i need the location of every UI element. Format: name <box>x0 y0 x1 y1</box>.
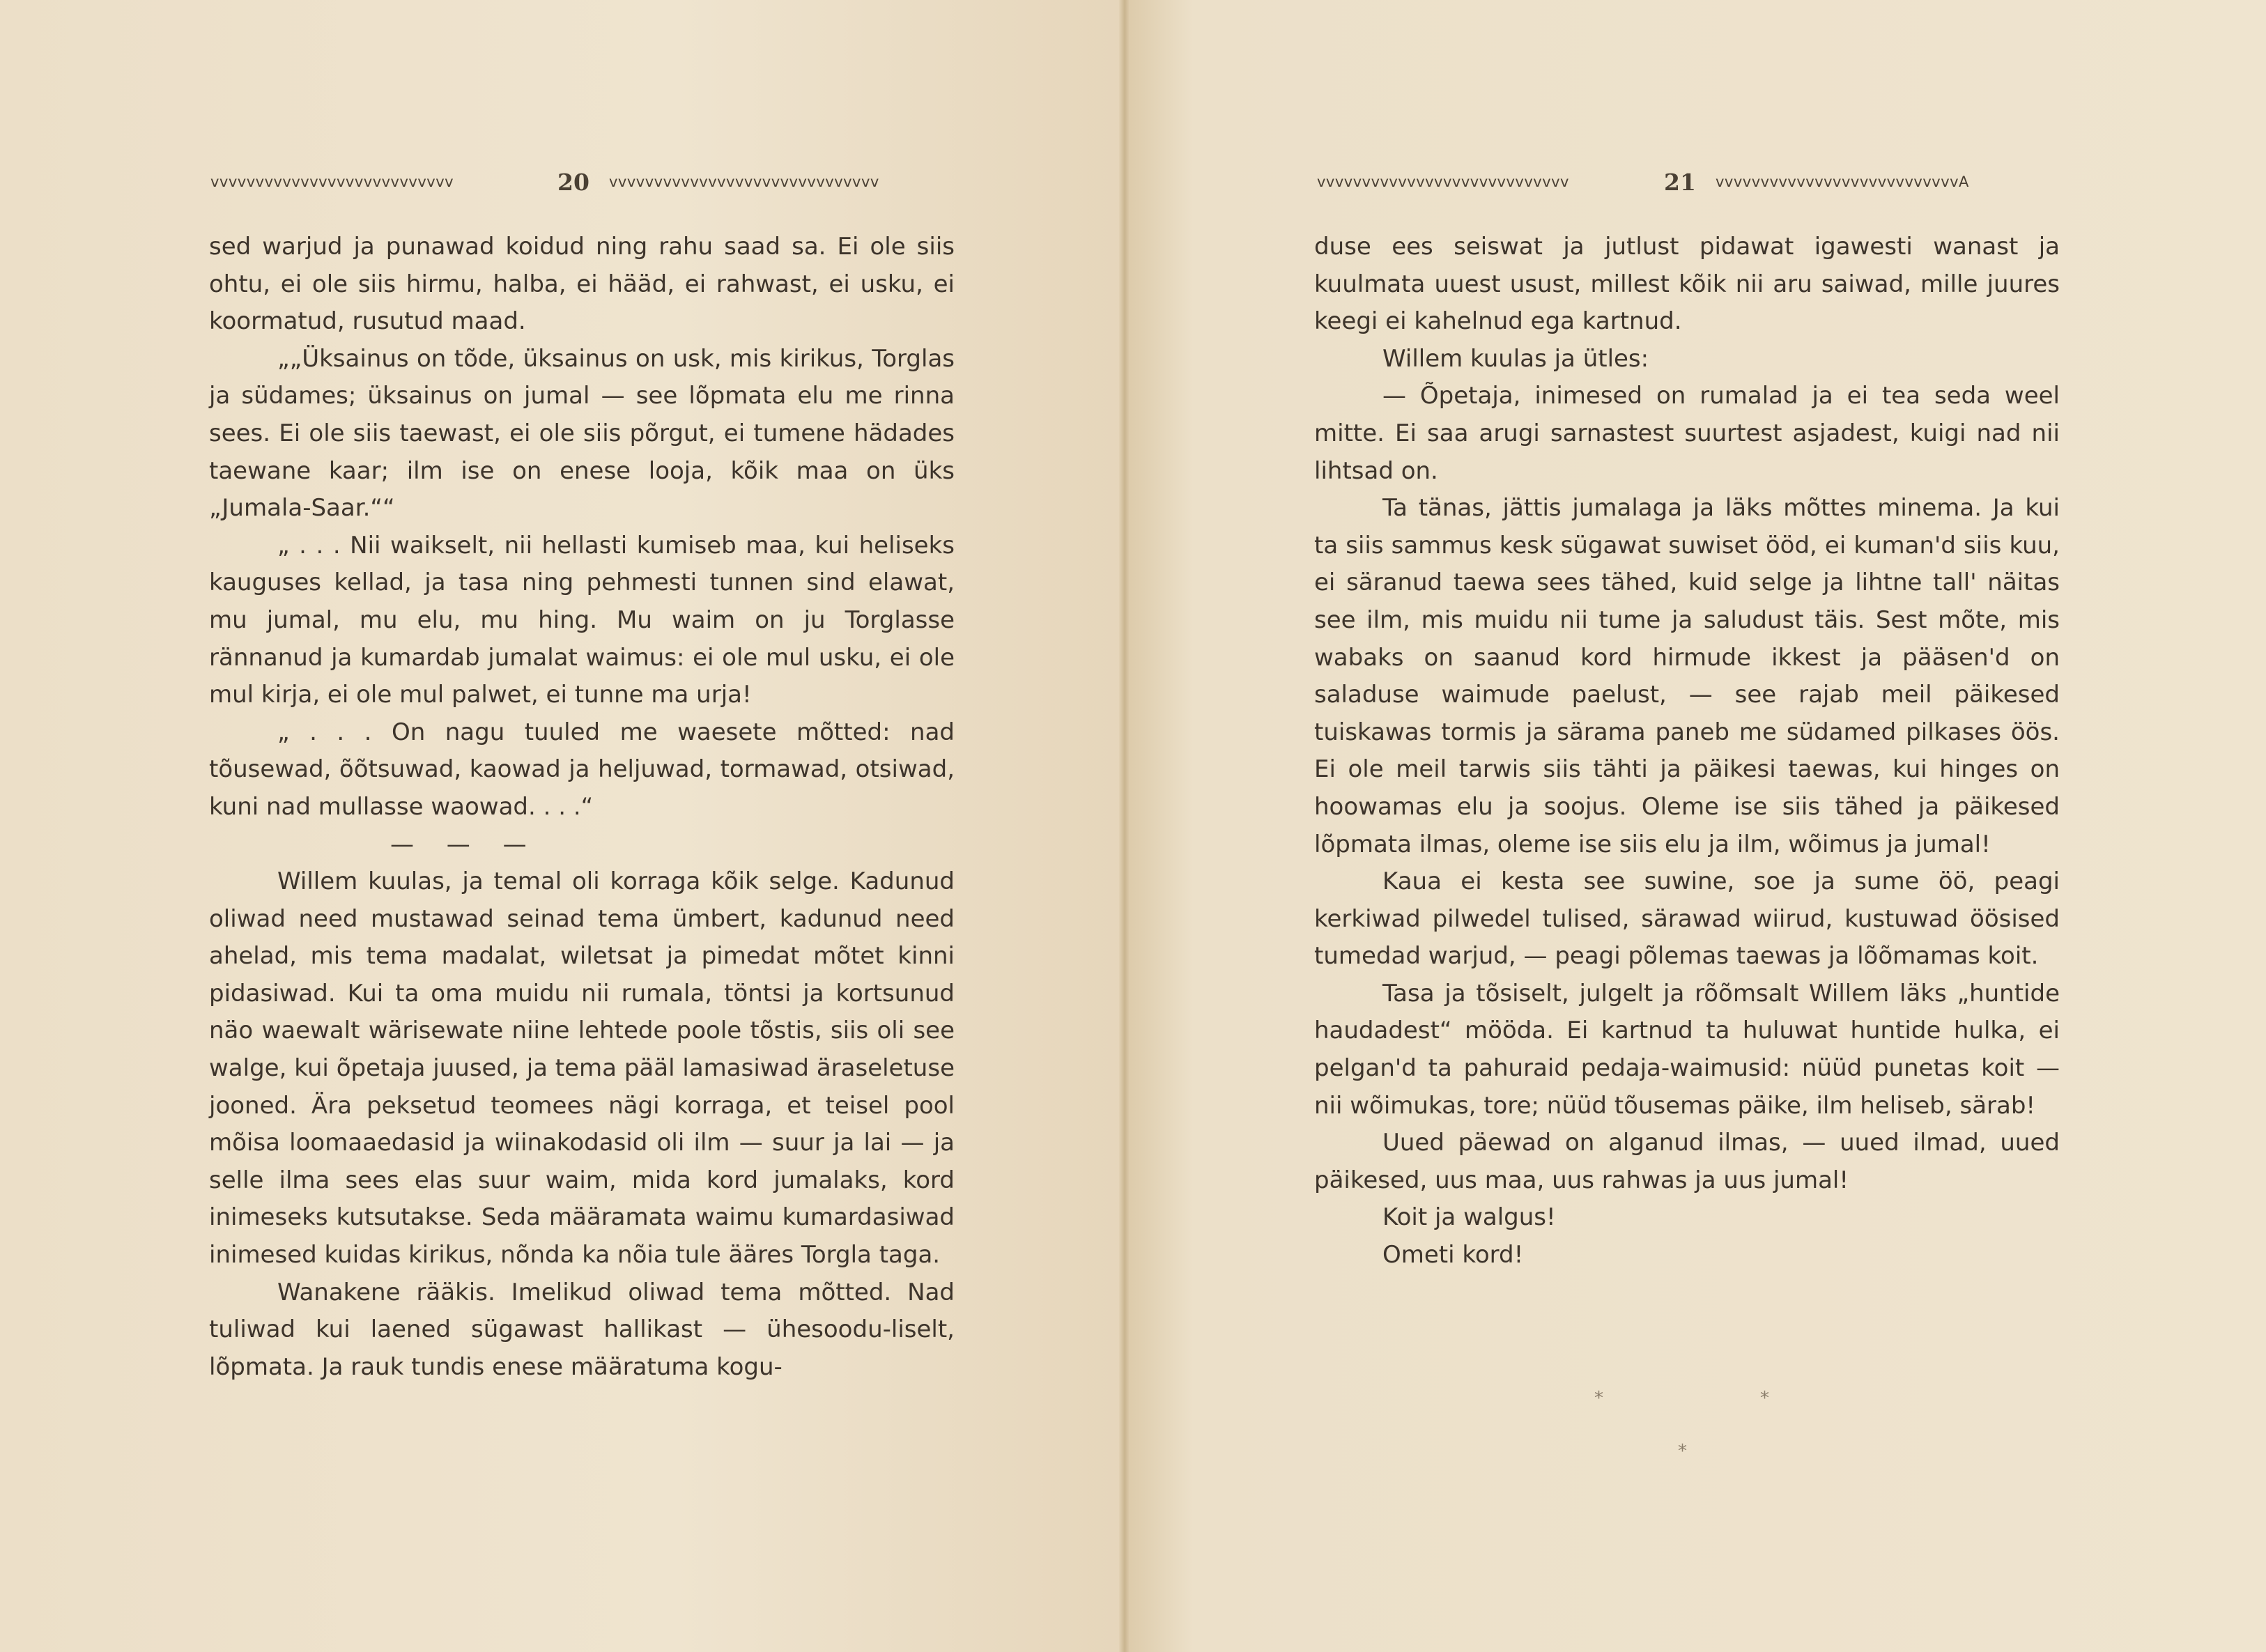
header-ornament: vvvvvvvvvvvvvvvvvvvvvvvvvvvv <box>1317 173 1569 190</box>
paragraph: Koit ja walgus! <box>1382 1203 1556 1232</box>
paragraph: „ . . . Nii waikselt, nii hellasti kumiseb maa, kui heliseks kauguses kellad, ja tasa ning pehmesti tunnen sind elawat, mu jumal, mu elu, mu hing. Mu waim on ju Torglasse rännanud ja kumardab jumalat waimus: ei ole mul usku, ei ole mul kirja, ei ole mul palwet, ei tunne ma urja! <box>209 531 955 709</box>
paragraph: Willem kuulas ja ütles: <box>1382 344 1649 373</box>
section-separator: — — — <box>390 830 539 858</box>
header-ornament: vvvvvvvvvvvvvvvvvvvvvvvvvvv <box>210 173 454 190</box>
ornament-star: * <box>1594 1388 1603 1409</box>
paragraph: Wanakene rääkis. Imelikud oliwad tema mõtted. Nad tuliwad kui laened sügawast hallikast — ühesoodu-liselt, lõpmata. Ja rauk tundis enese määratuma kogu- <box>209 1278 955 1381</box>
paragraph: „„Üksainus on tõde, üksainus on usk, mis kirikus, Torglas ja südames; üksainus on jumal — see lõpmata elu me rinna sees. Ei ole siis taewast, ei ole siis põrgut, ei tumene hädades taewane kaar; ilm ise on enese looja, kõik maa on üks „Jumala-Saar.““ <box>209 344 955 523</box>
paragraph: Ometi kord! <box>1382 1241 1524 1269</box>
paragraph: Ta tänas, jättis jumalaga ja läks mõttes minema. Ja kui ta siis sammus kesk sügawat suwiset ööd, ei kuman'd siis kuu, ei säranud taewa sees tähed, kuid selge ja lihtne tall' näitas see ilm, mis muidu nii tume ja saludust täis. Sest mõte, mis wabaks on saanud kord hirmude ikkest ja pääsen'd on saladuse waimude paelust, — see rajab meil päikesed tuiskawas tormis ja särama paneb me südamed pilkases öös. Ei ole meil tarwis siis tähti ja päikesi taewas, kui hinges on hoowamas elu ja soojus. Oleme ise siis tähed ja päikesed lõpmata ilmas, oleme ise siis elu ja ilm, wõimus ja jumal! <box>1314 494 2060 858</box>
book-gutter <box>1119 0 1130 1652</box>
paragraph: — Õpetaja, inimesed on rumalad ja ei tea seda weel mitte. Ei saa arugi sarnastest suurtest asjadest, kuigi nad nii lihtsad on. <box>1314 382 2060 485</box>
paragraph: Willem kuulas, ja temal oli korraga kõik selge. Kadunud oliwad need mustawad seinad tema ümbert, kadunud need ahelad, mis tema madalat, wiletsat ja pimedat mõtet kinni pidasiwad. Kui ta oma muidu nii rumala, töntsi ja kortsunud näo waewalt wärisewate niine lehtede poole tõstis, siis oli see walge, kui õpetaja juused, ja tema pääl lamasiwad äraseletuse jooned. Ära peksetud teomees nägi korraga, et teisel pool mõisa loomaaedasid ja wiinakodasid oli ilm — suur ja lai — ja selle ilma sees elas suur waim, mida kord jumalaks, kord inimeseks kutsutakse. Seda määramata waimu kumardasiwad inimesed kuidas kirikus, nõnda ka nõia tule ääres Torgla taga. <box>209 867 955 1269</box>
left-page-text <box>209 229 955 1386</box>
header-ornament: vvvvvvvvvvvvvvvvvvvvvvvvvvvA <box>1716 173 1969 190</box>
page-number: 21 <box>1664 168 1696 196</box>
right-page-text <box>1314 229 2060 1274</box>
paragraph: Uued päewad on alganud ilmas, — uued ilmad, uued päikesed, uus maa, uus rahwas ja uus jumal! <box>1314 1129 2060 1194</box>
paragraph: Tasa ja tõsiselt, julgelt ja rõõmsalt Willem läks „huntide haudadest“ mööda. Ei kartnud ta huluwat huntide hulka, ei pelgan'd ta pahuraid pedaja-waimusid: nüüd punetas koit — nii wõimukas, tore; nüüd tõusemas päike, ilm heliseb, särab! <box>1314 979 2060 1120</box>
ornament-star: * <box>1678 1441 1687 1462</box>
paragraph: „ . . . On nagu tuuled me waesete mõtted: nad tõusewad, õõtsuwad, kaowad ja heljuwad, tormawad, otsiwad, kuni nad mullasse waowad. . . .“ <box>209 718 955 821</box>
paragraph: Kaua ei kesta see suwine, soe ja sume öö, peagi kerkiwad pilwedel tulised, särawad wiirud, kustuwad öösised tumedad warjud, — peagi põlemas taewas ja lõõmamas koit. <box>1314 867 2060 971</box>
page-number: 20 <box>557 168 589 196</box>
header-ornament: vvvvvvvvvvvvvvvvvvvvvvvvvvvvvv <box>609 173 879 190</box>
right-running-header <box>1317 164 2064 199</box>
ornament-star: * <box>1760 1388 1769 1409</box>
paragraph: sed warjud ja punawad koidud ning rahu saad sa. Ei ole siis ohtu, ei ole siis hirmu, halba, ei hääd, ei rahwast, ei usku, ei koormatud, rusutud maad. <box>209 233 955 336</box>
left-running-header <box>210 164 957 199</box>
paragraph: duse ees seiswat ja jutlust pidawat igawesti wanast ja kuulmata uuest usust, millest kõik nii aru saiwad, mille juures keegi ei kahelnud ega kartnud. <box>1314 233 2060 336</box>
